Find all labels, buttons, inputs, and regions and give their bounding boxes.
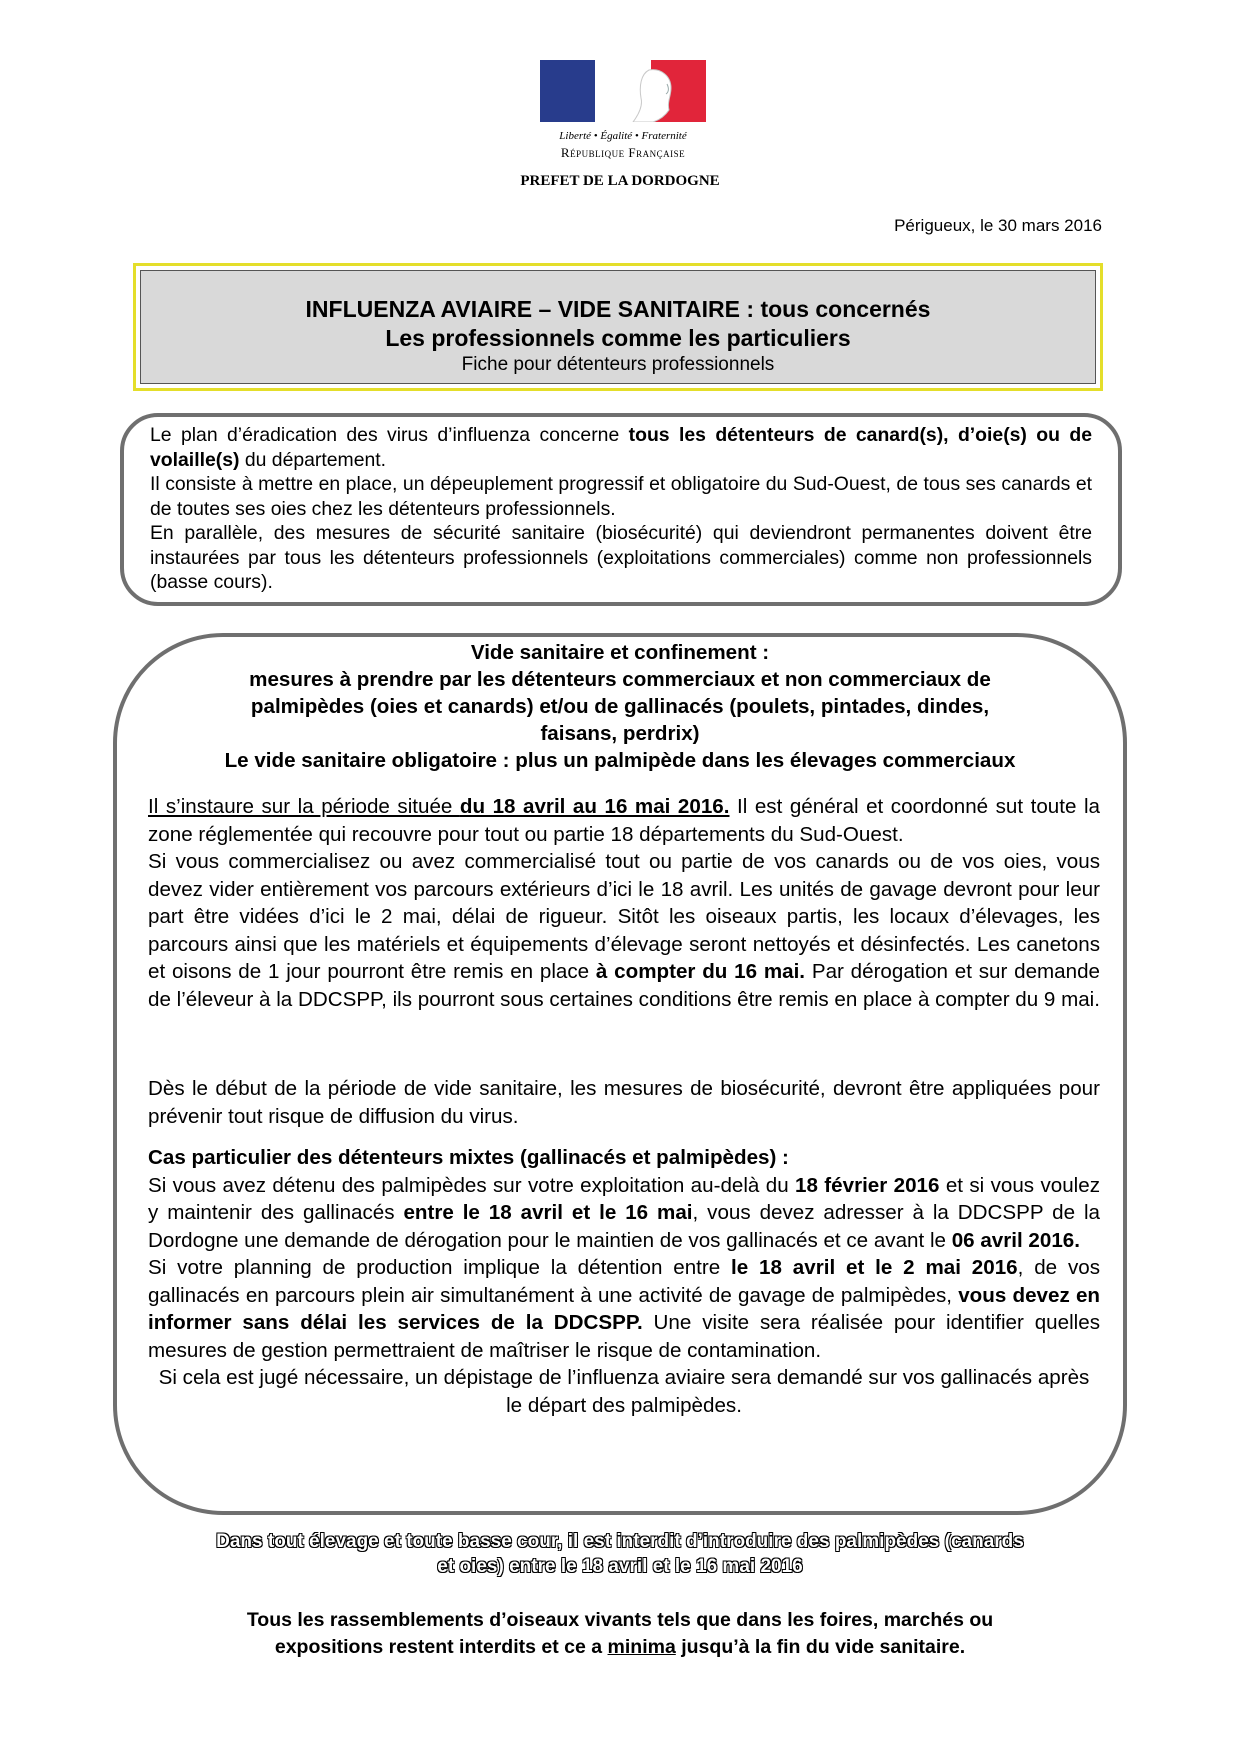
- tricolor-flag: [540, 60, 706, 122]
- introduction-ban-warning: Dans tout élevage et toute basse cour, il est interdit d’introduire des palmipèdes (canards et oies) entre le 18 avril et le 16 mai 2016: [216, 1531, 1024, 1577]
- sheet-type: Fiche pour détenteurs professionnels: [461, 354, 775, 375]
- intro-paragraph: Il consiste à mettre en place, un dépeuplement progressif et obligatoire du Sud-Ouest, de tous ses canards et de toutes ses oies chez les détenteurs professionnels.: [150, 473, 1092, 520]
- biosecurity-paragraph: Dès le début de la période de vide sanitaire, les mesures de biosécurité, devront être appliquées pour prévenir tout risque de diffusion du virus.: [148, 1077, 1100, 1128]
- marianne-icon: [619, 66, 699, 122]
- main-title: INFLUENZA AVIAIRE – VIDE SANITAIRE : tous concernés: [305, 296, 931, 322]
- document-date: Périgueux, le 30 mars 2016: [894, 216, 1102, 235]
- title-panel: [140, 270, 1096, 384]
- republic-motto: Liberté • Égalité • Fraternité: [559, 130, 687, 142]
- republic-name: République Française: [560, 145, 686, 160]
- mixed-holders-heading: Cas particulier des détenteurs mixtes (gallinacés et palmipèdes) :: [148, 1146, 789, 1169]
- section-heading: Vide sanitaire et confinement : mesures à prendre par les détenteurs commerciaux et non commerciaux de palmipèdes (oies et canards) et/ou de gallinacés (poulets, pintades, dindes, faisans, perdrix) Le vide sanitaire obligatoire : plus un palmipède dans les élevages commerciaux: [224, 641, 1016, 772]
- intro-box: [120, 413, 1122, 606]
- republique-logo: [540, 60, 706, 161]
- prefecture-name: PREFET DE LA DORDOGNE: [520, 173, 720, 189]
- subtitle: Les professionnels comme les particuliers: [385, 325, 851, 351]
- mixed-holders-paragraph: Cas particulier des détenteurs mixtes (gallinacés et palmipèdes) : Si vous avez détenu des palmipèdes sur votre exploitation au-delà du 18 février 2016 et si vous voulez y maintenir des gallinacés entre le 18 avril et le 16 mai, vous devez adresser à la DDCSPP de la Dordogne une demande de dérogation pour le maintien de vos gallinacés et ce avant le 06 avril 2016. Si votre planning de production implique la détention entre le 18 avril et le 2 mai 2016, de vos gallinacés en parcours plein air simultanément à une activité de gavage de palmipèdes, vous devez en informer sans délai les services de la DDCSPP. Une visite sera réalisée pour identifier quelles mesures de gestion permettraient de maîtriser le risque de contamination. Si cela est jugé nécessaire, un dépistage de l’influenza aviaire sera demandé sur vos gallinacés après le départ des palmipèdes.: [148, 1146, 1101, 1417]
- intro-paragraph: En parallèle, des mesures de sécurité sanitaire (biosécurité) qui deviendront permanentes doivent être instaurées par tous les détenteurs professionnels (exploitations commerciales) comme non professionnels (basse cours).: [150, 522, 1092, 593]
- intro-paragraph: Le plan d’éradication des virus d’influenza concerne tous les détenteurs de canard(s), d’oie(s) ou de volaille(s) du département.: [150, 424, 1092, 471]
- title-box: [133, 263, 1103, 391]
- period-paragraph: Il s’instaure sur la période située du 18 avril au 16 mai 2016. Il est général et coordonné sut toute la zone réglementée qui recouvre pour tout ou partie 18 départements du Sud-Ouest. Si vous commercialisez ou avez commercialisé tout ou partie de vos canards ou de vos oies, vous devez vider entièrement vos parcours extérieurs d’ici le 18 avril. Les unités de gavage devront pour leur part être vidées d’ici le 2 mai, délai de rigueur. Sitôt les oiseaux partis, les locaux d’élevages, les parcours ainsi que les matériels et équipements d’élevage seront nettoyés et désinfectés. Les canetons et oisons de 1 jour pourront être remis en place à compter du 16 mai. Par dérogation et sur demande de l’éleveur à la DDCSPP, ils pourront sous certaines conditions être remis en place à compter du 9 mai.: [148, 795, 1100, 1011]
- gatherings-ban-notice: Tous les rassemblements d’oiseaux vivants tels que dans les foires, marchés ou expositions restent interdits et ce a minima jusqu’à la fin du vide sanitaire.: [246, 1609, 994, 1658]
